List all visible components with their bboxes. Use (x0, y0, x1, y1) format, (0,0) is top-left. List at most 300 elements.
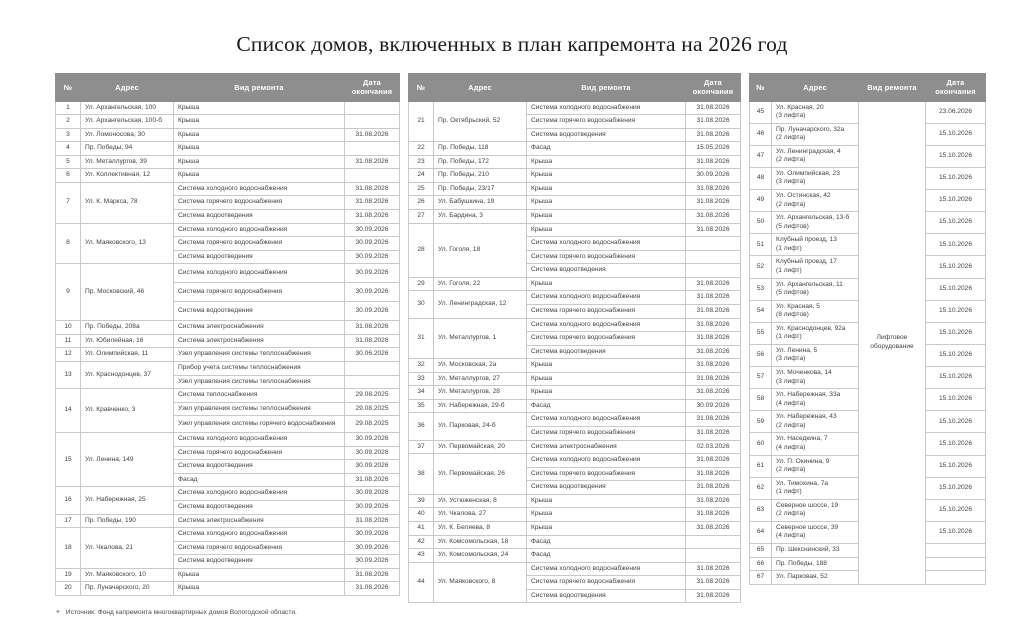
address-lift-count: (5 лифтов) (776, 222, 809, 230)
header-date-line1: Дата (363, 78, 381, 87)
row-completion-date: 15.10.2026 (926, 344, 986, 366)
address-lift-count: (2 лифта) (776, 156, 806, 164)
table-row (56, 582, 400, 596)
table-row (56, 433, 400, 447)
row-completion-date: 31.08.2026 (686, 332, 741, 346)
row-number: 30 (409, 291, 434, 318)
row-work-type: Лифтовое оборудование (859, 101, 926, 584)
row-completion-date: 15.10.2026 (926, 256, 986, 278)
address-street: Северное шоссе, 39 (776, 523, 839, 531)
tables-container (0, 57, 1024, 603)
row-work-type: Система водоотведения (527, 264, 686, 278)
row-completion-date: 31.08.2026 (686, 508, 741, 522)
table-row (409, 562, 741, 576)
row-number: 58 (750, 389, 772, 411)
row-number: 15 (56, 433, 81, 487)
address-street: Ул. Красная, 5 (776, 302, 820, 310)
row-address: Ул. К. Маркса, 78 (81, 182, 174, 223)
address-lift-count: (4 лифта) (776, 532, 806, 540)
row-completion-date (345, 101, 400, 115)
row-address (772, 389, 859, 411)
row-number: 23 (409, 155, 434, 169)
header-number: № (56, 74, 81, 102)
row-completion-date (686, 264, 741, 278)
row-address: Ул. Юбилейная, 16 (81, 334, 174, 348)
row-address: Ул. Набережная, 29-б (434, 399, 527, 413)
row-address (772, 433, 859, 455)
row-address: Ул. Олимпийская, 11 (81, 348, 174, 362)
row-work-type: Система холодного водоснабжения (174, 487, 345, 501)
row-work-type: Система водоотведения (174, 302, 345, 321)
row-number: 20 (56, 582, 81, 596)
row-work-type: Узел управления системы теплоснабжения (174, 375, 345, 389)
row-number: 50 (750, 212, 772, 234)
header-number: № (750, 74, 772, 102)
row-completion-date: 31.08.2026 (345, 334, 400, 348)
row-number: 29 (409, 277, 434, 291)
row-number: 54 (750, 300, 772, 322)
address-lift-count: (1 лифт) (776, 333, 802, 341)
row-completion-date (686, 250, 741, 264)
table-row (409, 454, 741, 468)
row-completion-date: 30.09.2026 (345, 487, 400, 501)
row-work-type: Система электроснабжения (174, 334, 345, 348)
row-work-type: Система водоотведения (527, 345, 686, 359)
row-work-type: Прибор учета системы теплоснабжения (174, 361, 345, 375)
table-row (409, 494, 741, 508)
row-completion-date (686, 549, 741, 563)
row-number: 6 (56, 169, 81, 183)
row-completion-date (926, 544, 986, 558)
table-3-body (750, 101, 986, 584)
row-completion-date: 15.10.2026 (926, 212, 986, 234)
address-lift-count: (8 лифтов) (776, 311, 809, 319)
address-lift-count: (1 лифт) (776, 488, 802, 496)
row-work-type: Крыша (527, 359, 686, 373)
address-lift-count: (3 лифта) (776, 178, 806, 186)
table-row (409, 155, 741, 169)
row-completion-date: 31.08.2026 (686, 481, 741, 495)
row-completion-date: 30.09.2026 (345, 555, 400, 569)
row-completion-date (345, 169, 400, 183)
header-row (56, 74, 400, 102)
address-lift-count: (3 лифта) (776, 377, 806, 385)
row-number: 47 (750, 145, 772, 167)
header-row (750, 74, 986, 102)
header-work: Вид ремонта (174, 74, 345, 102)
table-row (409, 413, 741, 427)
row-work-type: Система горячего водоснабжения (174, 196, 345, 210)
row-number: 3 (56, 128, 81, 142)
row-address (772, 278, 859, 300)
row-address (772, 521, 859, 543)
row-work-type: Система горячего водоснабжения (174, 446, 345, 460)
row-address (772, 123, 859, 145)
address-street: Ул. Ленинградская, 4 (776, 147, 841, 155)
row-address: Ул. Бабушкина, 19 (434, 196, 527, 210)
row-completion-date (686, 237, 741, 251)
table-row (56, 142, 400, 156)
row-address: Ул. Маяковского, 8 (434, 562, 527, 603)
row-completion-date: 30.09.2026 (345, 237, 400, 251)
row-address (772, 499, 859, 521)
table-row (409, 372, 741, 386)
table-row (56, 361, 400, 375)
row-work-type: Система водоотведения (174, 501, 345, 515)
table-row (409, 386, 741, 400)
row-number: 11 (56, 334, 81, 348)
row-completion-date: 29.08.2025 (345, 389, 400, 403)
row-completion-date: 30.06.2026 (345, 348, 400, 362)
row-completion-date: 15.10.2026 (926, 145, 986, 167)
table-row (56, 169, 400, 183)
row-number: 8 (56, 223, 81, 264)
row-completion-date: 31.08.2026 (686, 589, 741, 603)
row-completion-date: 15.10.2026 (926, 278, 986, 300)
source-note (0, 603, 1024, 616)
row-completion-date: 31.08.2026 (686, 467, 741, 481)
row-address: Ул. Парковая, 24-б (434, 413, 527, 440)
address-street: Ул. Олимпийская, 23 (776, 169, 840, 177)
row-number: 59 (750, 411, 772, 433)
row-completion-date: 30.09.2026 (345, 460, 400, 474)
table-row (750, 101, 986, 123)
row-completion-date: 15.10.2026 (926, 455, 986, 477)
row-number: 65 (750, 544, 772, 558)
table-row (409, 210, 741, 224)
address-lift-count: (2 лифта) (776, 200, 806, 208)
row-work-type: Фасад (527, 549, 686, 563)
row-completion-date: 31.08.2026 (686, 277, 741, 291)
row-completion-date: 31.08.2026 (345, 155, 400, 169)
row-number: 40 (409, 508, 434, 522)
table-row (409, 440, 741, 454)
row-address: Ул. Краснодонцев, 37 (81, 361, 174, 388)
row-address: Пр. Победы, 23/17 (434, 182, 527, 196)
row-completion-date (345, 361, 400, 375)
row-number: 36 (409, 413, 434, 440)
row-number: 44 (409, 562, 434, 603)
table-row (56, 528, 400, 542)
table-row (409, 318, 741, 332)
row-work-type: Система холодного водоснабжения (174, 433, 345, 447)
row-completion-date: 15.10.2026 (926, 234, 986, 256)
row-completion-date: 31.08.2026 (345, 582, 400, 596)
row-address (772, 322, 859, 344)
row-address (772, 212, 859, 234)
row-address (772, 101, 859, 123)
row-work-type: Система горячего водоснабжения (174, 283, 345, 302)
row-number: 19 (56, 568, 81, 582)
row-number: 55 (750, 322, 772, 344)
address-lift-count: (1 лифт) (776, 266, 802, 274)
row-number: 32 (409, 359, 434, 373)
row-completion-date: 31.08.2026 (686, 196, 741, 210)
table-row (56, 101, 400, 115)
table-row (409, 196, 741, 210)
row-completion-date (686, 535, 741, 549)
table-row (56, 487, 400, 501)
row-number: 60 (750, 433, 772, 455)
row-number: 51 (750, 234, 772, 256)
row-address (772, 544, 859, 558)
page-title: Список домов, включенных в план капремонта на 2026 год (236, 32, 788, 56)
header-address: Адрес (772, 74, 859, 102)
row-number: 21 (409, 101, 434, 142)
row-number: 28 (409, 223, 434, 277)
row-address (772, 145, 859, 167)
row-number: 16 (56, 487, 81, 514)
row-completion-date (345, 115, 400, 129)
row-work-type: Система водоотведения (174, 210, 345, 224)
row-completion-date: 31.08.2026 (686, 101, 741, 115)
row-number: 1 (56, 101, 81, 115)
row-address (772, 477, 859, 499)
row-address: Ул. Маяковского, 13 (81, 223, 174, 264)
table-2-header (409, 74, 741, 102)
row-address: Ул. Ленинградская, 12 (434, 291, 527, 318)
row-completion-date: 30.09.2026 (686, 399, 741, 413)
row-completion-date: 31.08.2026 (686, 223, 741, 237)
row-address: Ул. Металлургов, 27 (434, 372, 527, 386)
row-completion-date: 30.09.2026 (345, 433, 400, 447)
row-address: Ул. К. Беляева, 8 (434, 521, 527, 535)
row-work-type: Система электроснабжения (174, 514, 345, 528)
header-work: Вид ремонта (527, 74, 686, 102)
row-number: 5 (56, 155, 81, 169)
row-completion-date: 31.08.2026 (686, 372, 741, 386)
row-completion-date: 15.10.2026 (926, 389, 986, 411)
row-number: 61 (750, 455, 772, 477)
row-number: 13 (56, 361, 81, 388)
row-address (772, 300, 859, 322)
row-address: Ул. Металлургов, 39 (81, 155, 174, 169)
row-completion-date: 31.08.2026 (686, 115, 741, 129)
row-work-type: Фасад (527, 142, 686, 156)
row-number: 26 (409, 196, 434, 210)
row-number: 9 (56, 264, 81, 321)
header-date-line1: Дата (704, 78, 722, 87)
row-address: Ул. Первомайская, 20 (434, 440, 527, 454)
row-completion-date: 31.08.2026 (686, 576, 741, 590)
table-row (56, 128, 400, 142)
table-row (409, 101, 741, 115)
address-street: Ул. Архангельская, 13-б (776, 214, 850, 222)
row-address: Ул. Комсомольская, 24 (434, 549, 527, 563)
row-number: 63 (750, 499, 772, 521)
table-row (409, 277, 741, 291)
address-lift-count: (4 лифта) (776, 443, 806, 451)
table-row (409, 399, 741, 413)
row-work-type: Система электроснабжения (174, 321, 345, 335)
address-street: Ул. Тимохина, 7а (776, 479, 829, 487)
row-completion-date: 15.10.2026 (926, 123, 986, 145)
row-work-type: Система холодного водоснабжения (527, 291, 686, 305)
row-number: 7 (56, 182, 81, 223)
row-work-type: Крыша (174, 568, 345, 582)
table-row (56, 334, 400, 348)
row-work-type: Крыша (527, 386, 686, 400)
table-column-3 (749, 73, 986, 585)
address-street: Ул. Красная, 20 (776, 103, 824, 111)
row-work-type: Система горячего водоснабжения (527, 427, 686, 441)
row-completion-date: 31.08.2026 (686, 562, 741, 576)
row-work-type: Фасад (527, 399, 686, 413)
address-street: Клубный проезд, 17 (776, 258, 837, 266)
row-work-type: Система горячего водоснабжения (527, 467, 686, 481)
row-work-type: Узел управления системы теплоснабжения (174, 348, 345, 362)
row-completion-date (926, 557, 986, 571)
address-lift-count: (2 лифта) (776, 134, 806, 142)
row-work-type: Узел управления системы теплоснабжения (174, 402, 345, 416)
row-work-type: Крыша (174, 115, 345, 129)
table-row (409, 359, 741, 373)
row-number: 53 (750, 278, 772, 300)
table-row (56, 568, 400, 582)
diamond-bullet-icon: ✦ (55, 609, 61, 617)
row-work-type: Система холодного водоснабжения (527, 237, 686, 251)
row-work-type: Система горячего водоснабжения (527, 576, 686, 590)
row-completion-date: 30.09.2026 (345, 501, 400, 515)
row-address: Пр. Победы, 190 (81, 514, 174, 528)
row-completion-date: 31.08.2026 (686, 304, 741, 318)
table-row (409, 142, 741, 156)
source-note-text: Источник: Фонд капремонта многоквартирных домов Вологодской области. (65, 609, 297, 617)
row-address: Ул. Бардина, 3 (434, 210, 527, 224)
row-number: 2 (56, 115, 81, 129)
row-completion-date: 31.08.2026 (686, 182, 741, 196)
row-work-type: Система холодного водоснабжения (527, 562, 686, 576)
table-2-body (409, 101, 741, 603)
header-address: Адрес (81, 74, 174, 102)
address-street: Ул. Остинская, 42 (776, 192, 831, 199)
row-work-type: Система холодного водоснабжения (174, 182, 345, 196)
row-completion-date: 30.09.2026 (345, 250, 400, 264)
header-date-line2: окончания (935, 87, 976, 97)
row-completion-date: 30.09.2026 (345, 264, 400, 283)
row-work-type: Система горячего водоснабжения (527, 115, 686, 129)
table-row (56, 514, 400, 528)
row-number: 41 (409, 521, 434, 535)
row-completion-date: 31.08.2026 (686, 128, 741, 142)
row-completion-date (345, 375, 400, 389)
row-number: 17 (56, 514, 81, 528)
address-street: Ул. Парковая, 52 (776, 573, 828, 581)
header-date-line1: Дата (946, 78, 965, 87)
row-address (772, 190, 859, 212)
row-address: Ул. Набережная, 25 (81, 487, 174, 514)
row-work-type: Крыша (174, 169, 345, 183)
table-row (56, 182, 400, 196)
row-work-type: Крыша (174, 128, 345, 142)
table-3-header (750, 74, 986, 102)
address-lift-count: (3 лифта) (776, 112, 806, 120)
row-completion-date: 31.08.2026 (686, 521, 741, 535)
row-number: 42 (409, 535, 434, 549)
row-completion-date: 30.09.2026 (345, 223, 400, 237)
row-work-type: Система водоотведения (174, 460, 345, 474)
address-street: Ул. Архангельская, 11 (776, 280, 843, 288)
row-work-type: Крыша (527, 210, 686, 224)
address-lift-count: (2 лифта) (776, 510, 806, 518)
repair-plan-table-1 (55, 73, 400, 596)
row-completion-date: 29.08.2025 (345, 416, 400, 433)
row-work-type: Крыша (527, 223, 686, 237)
header-number: № (409, 74, 434, 102)
row-number: 34 (409, 386, 434, 400)
row-number: 35 (409, 399, 434, 413)
row-completion-date: 31.08.2026 (686, 454, 741, 468)
table-row (56, 155, 400, 169)
row-address: Ул. Маяковского, 10 (81, 568, 174, 582)
row-address: Пр. Победы, 94 (81, 142, 174, 156)
row-completion-date: 31.08.2026 (686, 359, 741, 373)
row-address: Ул. Коллективная, 12 (81, 169, 174, 183)
row-completion-date: 15.10.2026 (926, 167, 986, 189)
row-completion-date: 15.10.2026 (926, 322, 986, 344)
row-completion-date: 15.10.2026 (926, 499, 986, 521)
address-street: Ул. Ленина, 5 (776, 346, 818, 354)
row-number: 37 (409, 440, 434, 454)
row-work-type: Система холодного водоснабжения (527, 454, 686, 468)
row-completion-date: 15.10.2026 (926, 521, 986, 543)
row-number: 52 (750, 256, 772, 278)
row-completion-date: 15.10.2026 (926, 411, 986, 433)
row-number: 31 (409, 318, 434, 359)
table-row (409, 291, 741, 305)
row-number: 46 (750, 123, 772, 145)
row-completion-date: 30.09.2026 (345, 541, 400, 555)
table-row (56, 321, 400, 335)
row-number: 56 (750, 344, 772, 366)
row-completion-date: 31.08.2026 (686, 427, 741, 441)
row-address: Пр. Победы, 172 (434, 155, 527, 169)
row-address: Ул. Комсомольская, 18 (434, 535, 527, 549)
address-street: Пр. Луначарского, 32а (776, 125, 845, 133)
row-work-type: Крыша (527, 196, 686, 210)
address-lift-count: (2 лифта) (776, 421, 806, 429)
row-completion-date: 31.08.2026 (345, 568, 400, 582)
table-row (409, 535, 741, 549)
row-address: Пр. Победы, 210 (434, 169, 527, 183)
row-address (772, 455, 859, 477)
row-work-type: Система горячего водоснабжения (174, 541, 345, 555)
row-number: 43 (409, 549, 434, 563)
row-number: 12 (56, 348, 81, 362)
table-row (56, 115, 400, 129)
row-address: Ул. Гоголя, 22 (434, 277, 527, 291)
address-street: Северное шоссе, 19 (776, 501, 839, 509)
row-completion-date: 15.10.2026 (926, 300, 986, 322)
table-row (409, 182, 741, 196)
table-row (56, 389, 400, 403)
header-work: Вид ремонта (859, 74, 926, 102)
row-number: 14 (56, 389, 81, 433)
row-address (772, 367, 859, 389)
row-number: 48 (750, 167, 772, 189)
address-lift-count: (5 лифтов) (776, 289, 809, 297)
row-completion-date: 15.10.2026 (926, 433, 986, 455)
address-street: Пр. Шекснинский, 33 (776, 546, 840, 553)
row-completion-date: 31.08.2026 (345, 210, 400, 224)
row-completion-date: 30.09.2026 (345, 446, 400, 460)
table-row (56, 223, 400, 237)
row-number: 49 (750, 190, 772, 212)
row-address (772, 167, 859, 189)
address-lift-count: (4 лифта) (776, 399, 806, 407)
row-completion-date: 15.10.2026 (926, 477, 986, 499)
row-number: 67 (750, 571, 772, 585)
